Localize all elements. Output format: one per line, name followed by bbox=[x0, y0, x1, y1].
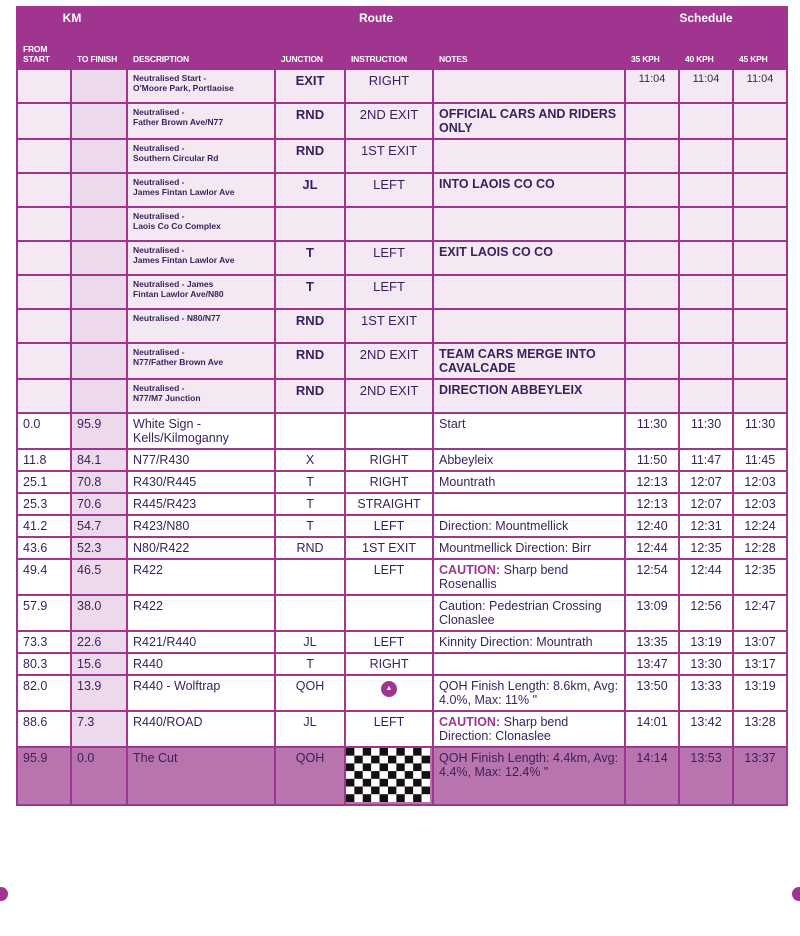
time-40-cell bbox=[679, 207, 733, 241]
time-45-cell: 12:24 bbox=[733, 515, 787, 537]
description-line-1: Neutralised - N80/N77 bbox=[133, 313, 221, 323]
description-cell bbox=[127, 309, 275, 343]
neutralised-row bbox=[17, 139, 787, 173]
to-finish-cell bbox=[71, 379, 127, 413]
instruction-cell: LEFT bbox=[345, 173, 433, 207]
finish-row bbox=[17, 747, 787, 805]
time-35-cell: 12:54 bbox=[625, 559, 679, 595]
junction-cell: RND bbox=[275, 537, 345, 559]
from-start-cell: 49.4 bbox=[17, 559, 71, 595]
from-start-cell: 57.9 bbox=[17, 595, 71, 631]
notes-text: Kinnity Direction: Mountrath bbox=[439, 635, 593, 649]
time-40-cell: 12:44 bbox=[679, 559, 733, 595]
neutralised-row bbox=[17, 275, 787, 309]
time-45-cell: 13:19 bbox=[733, 675, 787, 711]
to-finish-cell: 84.1 bbox=[71, 449, 127, 471]
speed-40-header: 40 KPH bbox=[679, 29, 733, 69]
instruction-header: INSTRUCTION bbox=[345, 29, 433, 69]
instruction-cell: LEFT bbox=[345, 559, 433, 595]
junction-cell: T bbox=[275, 275, 345, 309]
to-finish-cell: 95.9 bbox=[71, 413, 127, 449]
time-40-cell: 13:19 bbox=[679, 631, 733, 653]
instruction-cell bbox=[345, 207, 433, 241]
from-start-cell bbox=[17, 103, 71, 139]
junction-cell: RND bbox=[275, 379, 345, 413]
to-finish-cell bbox=[71, 69, 127, 103]
description-cell: R423/N80 bbox=[127, 515, 275, 537]
time-35-cell: 14:01 bbox=[625, 711, 679, 747]
description-line-2: James Fintan Lawlor Ave bbox=[133, 187, 235, 197]
notes-cell bbox=[433, 711, 625, 747]
route-row bbox=[17, 537, 787, 559]
junction-cell: T bbox=[275, 493, 345, 515]
route-table-body bbox=[17, 69, 787, 805]
column-header-row bbox=[17, 29, 787, 69]
time-45-cell bbox=[733, 173, 787, 207]
time-45-cell bbox=[733, 103, 787, 139]
description-line-1: Neutralised - James bbox=[133, 279, 214, 289]
chequered-flag-icon bbox=[346, 748, 430, 802]
to-finish-cell: 54.7 bbox=[71, 515, 127, 537]
to-finish-cell bbox=[71, 275, 127, 309]
from-start-cell: 73.3 bbox=[17, 631, 71, 653]
to-finish-cell bbox=[71, 343, 127, 379]
time-45-cell: 11:45 bbox=[733, 449, 787, 471]
time-35-cell: 13:50 bbox=[625, 675, 679, 711]
to-finish-cell bbox=[71, 139, 127, 173]
schedule-group-header: Schedule bbox=[625, 7, 787, 29]
right-page-marker-icon bbox=[792, 887, 800, 901]
time-45-cell: 12:03 bbox=[733, 493, 787, 515]
time-45-cell: 12:03 bbox=[733, 471, 787, 493]
instruction-cell: LEFT bbox=[345, 631, 433, 653]
from-start-cell: 80.3 bbox=[17, 653, 71, 675]
time-45-cell: 13:17 bbox=[733, 653, 787, 675]
time-35-cell: 13:47 bbox=[625, 653, 679, 675]
notes-cell bbox=[433, 139, 625, 173]
time-40-cell: 12:07 bbox=[679, 471, 733, 493]
time-35-cell: 12:13 bbox=[625, 471, 679, 493]
description-cell bbox=[127, 241, 275, 275]
description-cell bbox=[127, 69, 275, 103]
from-start-cell bbox=[17, 173, 71, 207]
from-start-cell bbox=[17, 309, 71, 343]
time-40-cell: 11:47 bbox=[679, 449, 733, 471]
route-row bbox=[17, 559, 787, 595]
notes-cell: INTO LAOIS CO CO bbox=[433, 173, 625, 207]
kom-icon: ▲ bbox=[381, 681, 397, 697]
route-table-container bbox=[16, 6, 786, 806]
to-finish-cell: 46.5 bbox=[71, 559, 127, 595]
description-line-2: James Fintan Lawlor Ave bbox=[133, 255, 235, 265]
to-finish-cell bbox=[71, 309, 127, 343]
instruction-cell bbox=[345, 747, 433, 805]
instruction-cell: RIGHT bbox=[345, 69, 433, 103]
junction-header: JUNCTION bbox=[275, 29, 345, 69]
notes-header: NOTES bbox=[433, 29, 625, 69]
neutralised-row bbox=[17, 207, 787, 241]
description-line-1: Neutralised Start - bbox=[133, 73, 207, 83]
notes-text: Direction: Mountmellick bbox=[439, 519, 569, 533]
junction-cell: JL bbox=[275, 173, 345, 207]
time-40-cell: 12:35 bbox=[679, 537, 733, 559]
speed-45-header: 45 KPH bbox=[733, 29, 787, 69]
neutralised-row bbox=[17, 379, 787, 413]
route-row bbox=[17, 631, 787, 653]
description-line-1: Neutralised - bbox=[133, 383, 185, 393]
from-start-cell bbox=[17, 275, 71, 309]
to-finish-cell: 13.9 bbox=[71, 675, 127, 711]
time-35-cell: 12:13 bbox=[625, 493, 679, 515]
instruction-cell: 1ST EXIT bbox=[345, 139, 433, 173]
notes-cell: QOH Finish Length: 4.4km, Avg: 4.4%, Max: 12.4% " bbox=[433, 747, 625, 805]
route-row bbox=[17, 675, 787, 711]
neutralised-row bbox=[17, 173, 787, 207]
notes-cell bbox=[433, 653, 625, 675]
time-35-cell bbox=[625, 241, 679, 275]
notes-text: Mountmellick Direction: Birr bbox=[439, 541, 592, 555]
to-finish-cell bbox=[71, 173, 127, 207]
route-row bbox=[17, 471, 787, 493]
notes-text: Caution: Pedestrian Crossing Clonaslee bbox=[439, 599, 602, 627]
time-35-cell bbox=[625, 309, 679, 343]
from-start-cell: 41.2 bbox=[17, 515, 71, 537]
notes-text: Sharp bend Rosenallis bbox=[439, 563, 569, 591]
from-start-cell bbox=[17, 207, 71, 241]
route-row bbox=[17, 413, 787, 449]
time-45-cell: 12:47 bbox=[733, 595, 787, 631]
from-start-cell bbox=[17, 379, 71, 413]
notes-cell bbox=[433, 493, 625, 515]
instruction-cell bbox=[345, 413, 433, 449]
from-start-cell: 11.8 bbox=[17, 449, 71, 471]
description-cell: The Cut bbox=[127, 747, 275, 805]
notes-text: Sharp bend Direction: Clonaslee bbox=[439, 715, 569, 743]
time-35-cell: 13:09 bbox=[625, 595, 679, 631]
to-finish-cell: 38.0 bbox=[71, 595, 127, 631]
route-group-header: Route bbox=[127, 7, 625, 29]
time-40-cell bbox=[679, 309, 733, 343]
junction-cell: T bbox=[275, 241, 345, 275]
to-finish-header: TO FINISH bbox=[71, 29, 127, 69]
description-line-2: N77/Father Brown Ave bbox=[133, 357, 224, 367]
notes-cell bbox=[433, 449, 625, 471]
description-cell bbox=[127, 173, 275, 207]
junction-cell: X bbox=[275, 449, 345, 471]
instruction-cell: 2ND EXIT bbox=[345, 379, 433, 413]
instruction-cell: 2ND EXIT bbox=[345, 103, 433, 139]
instruction-cell: 1ST EXIT bbox=[345, 309, 433, 343]
notes-cell bbox=[433, 675, 625, 711]
from-start-cell bbox=[17, 343, 71, 379]
notes-text: Start bbox=[439, 417, 466, 431]
to-finish-cell: 70.6 bbox=[71, 493, 127, 515]
description-cell: R440 - Wolftrap bbox=[127, 675, 275, 711]
description-cell: White Sign - Kells/Kilmoganny bbox=[127, 413, 275, 449]
time-40-cell: 11:04 bbox=[679, 69, 733, 103]
description-cell: N80/R422 bbox=[127, 537, 275, 559]
instruction-cell: LEFT bbox=[345, 711, 433, 747]
notes-text: Mountrath bbox=[439, 475, 496, 489]
junction-cell: T bbox=[275, 653, 345, 675]
notes-cell bbox=[433, 309, 625, 343]
from-start-cell bbox=[17, 139, 71, 173]
time-35-cell bbox=[625, 207, 679, 241]
left-page-marker-icon bbox=[0, 887, 8, 901]
route-row bbox=[17, 711, 787, 747]
caution-label: CAUTION: bbox=[439, 715, 501, 729]
time-45-cell bbox=[733, 241, 787, 275]
from-start-cell: 25.1 bbox=[17, 471, 71, 493]
to-finish-cell bbox=[71, 103, 127, 139]
description-line-2: N77/M7 Junction bbox=[133, 393, 201, 403]
time-40-cell: 12:07 bbox=[679, 493, 733, 515]
notes-cell: OFFICIAL CARS AND RIDERS ONLY bbox=[433, 103, 625, 139]
description-line-1: Neutralised - bbox=[133, 245, 185, 255]
notes-cell bbox=[433, 595, 625, 631]
instruction-cell: RIGHT bbox=[345, 653, 433, 675]
route-row bbox=[17, 493, 787, 515]
time-35-cell: 12:40 bbox=[625, 515, 679, 537]
instruction-cell: LEFT bbox=[345, 515, 433, 537]
description-line-1: Neutralised - bbox=[133, 107, 185, 117]
to-finish-cell bbox=[71, 241, 127, 275]
notes-text: QOH Finish Length: 8.6km, Avg: 4.0%, Max: 11% " bbox=[439, 679, 619, 707]
notes-cell bbox=[433, 413, 625, 449]
to-finish-cell bbox=[71, 207, 127, 241]
from-start-cell bbox=[17, 241, 71, 275]
time-45-cell bbox=[733, 275, 787, 309]
time-45-cell bbox=[733, 207, 787, 241]
time-45-cell: 11:04 bbox=[733, 69, 787, 103]
notes-cell bbox=[433, 559, 625, 595]
time-40-cell bbox=[679, 103, 733, 139]
time-40-cell bbox=[679, 275, 733, 309]
time-35-cell: 11:04 bbox=[625, 69, 679, 103]
description-cell: N77/R430 bbox=[127, 449, 275, 471]
time-35-cell bbox=[625, 275, 679, 309]
time-40-cell: 12:56 bbox=[679, 595, 733, 631]
junction-cell: QOH bbox=[275, 747, 345, 805]
junction-cell bbox=[275, 207, 345, 241]
junction-cell: T bbox=[275, 515, 345, 537]
notes-cell: TEAM CARS MERGE INTO CAVALCADE bbox=[433, 343, 625, 379]
description-line-1: Neutralised - bbox=[133, 177, 185, 187]
junction-cell: T bbox=[275, 471, 345, 493]
time-35-cell: 14:14 bbox=[625, 747, 679, 805]
instruction-cell: LEFT bbox=[345, 275, 433, 309]
time-40-cell bbox=[679, 139, 733, 173]
time-35-cell bbox=[625, 139, 679, 173]
time-45-cell bbox=[733, 379, 787, 413]
time-45-cell: 12:35 bbox=[733, 559, 787, 595]
neutralised-row bbox=[17, 103, 787, 139]
time-35-cell bbox=[625, 343, 679, 379]
junction-cell: RND bbox=[275, 139, 345, 173]
route-row bbox=[17, 515, 787, 537]
neutralised-row bbox=[17, 343, 787, 379]
description-cell bbox=[127, 139, 275, 173]
junction-cell: QOH bbox=[275, 675, 345, 711]
time-35-cell bbox=[625, 379, 679, 413]
notes-cell: DIRECTION ABBEYLEIX bbox=[433, 379, 625, 413]
km-group-header: KM bbox=[17, 7, 127, 29]
route-schedule-table bbox=[16, 6, 788, 806]
neutralised-row bbox=[17, 69, 787, 103]
time-40-cell: 13:53 bbox=[679, 747, 733, 805]
time-35-cell: 13:35 bbox=[625, 631, 679, 653]
from-start-cell: 43.6 bbox=[17, 537, 71, 559]
instruction-cell bbox=[345, 595, 433, 631]
time-45-cell: 13:28 bbox=[733, 711, 787, 747]
instruction-cell: 1ST EXIT bbox=[345, 537, 433, 559]
instruction-cell: 2ND EXIT bbox=[345, 343, 433, 379]
caution-label: CAUTION: bbox=[439, 563, 501, 577]
neutralised-row bbox=[17, 309, 787, 343]
time-35-cell: 12:44 bbox=[625, 537, 679, 559]
from-start-cell bbox=[17, 69, 71, 103]
description-cell bbox=[127, 103, 275, 139]
description-cell: R445/R423 bbox=[127, 493, 275, 515]
notes-cell bbox=[433, 69, 625, 103]
notes-text: Abbeyleix bbox=[439, 453, 494, 467]
instruction-cell: STRAIGHT bbox=[345, 493, 433, 515]
notes-cell bbox=[433, 207, 625, 241]
to-finish-cell: 52.3 bbox=[71, 537, 127, 559]
description-line-1: Neutralised - bbox=[133, 211, 185, 221]
from-start-cell: 82.0 bbox=[17, 675, 71, 711]
junction-cell bbox=[275, 559, 345, 595]
description-cell: R422 bbox=[127, 559, 275, 595]
time-40-cell: 11:30 bbox=[679, 413, 733, 449]
from-start-header: FROM START bbox=[17, 29, 71, 69]
notes-cell bbox=[433, 471, 625, 493]
to-finish-cell: 0.0 bbox=[71, 747, 127, 805]
description-line-1: Neutralised - bbox=[133, 143, 185, 153]
description-line-2: O'Moore Park, Portlaoise bbox=[133, 83, 234, 93]
speed-35-header: 35 KPH bbox=[625, 29, 679, 69]
description-header: DESCRIPTION bbox=[127, 29, 275, 69]
description-line-1: Neutralised - bbox=[133, 347, 185, 357]
time-35-cell bbox=[625, 173, 679, 207]
junction-cell bbox=[275, 413, 345, 449]
time-40-cell bbox=[679, 173, 733, 207]
description-cell: R421/R440 bbox=[127, 631, 275, 653]
time-40-cell: 12:31 bbox=[679, 515, 733, 537]
time-40-cell bbox=[679, 379, 733, 413]
junction-cell: RND bbox=[275, 103, 345, 139]
time-45-cell bbox=[733, 309, 787, 343]
description-cell bbox=[127, 343, 275, 379]
time-40-cell bbox=[679, 343, 733, 379]
time-45-cell: 11:30 bbox=[733, 413, 787, 449]
description-line-2: Father Brown Ave/N77 bbox=[133, 117, 224, 127]
from-start-cell: 25.3 bbox=[17, 493, 71, 515]
description-cell: R430/R445 bbox=[127, 471, 275, 493]
junction-cell: RND bbox=[275, 343, 345, 379]
description-line-2: Fintan Lawlor Ave/N80 bbox=[133, 289, 224, 299]
time-45-cell bbox=[733, 343, 787, 379]
to-finish-cell: 70.8 bbox=[71, 471, 127, 493]
time-40-cell: 13:42 bbox=[679, 711, 733, 747]
notes-cell bbox=[433, 275, 625, 309]
instruction-cell bbox=[345, 675, 433, 711]
time-35-cell: 11:30 bbox=[625, 413, 679, 449]
notes-cell bbox=[433, 515, 625, 537]
junction-cell: JL bbox=[275, 711, 345, 747]
instruction-cell: RIGHT bbox=[345, 471, 433, 493]
description-cell: R440 bbox=[127, 653, 275, 675]
description-line-2: Southern Circular Rd bbox=[133, 153, 219, 163]
time-40-cell: 13:30 bbox=[679, 653, 733, 675]
from-start-cell: 0.0 bbox=[17, 413, 71, 449]
junction-cell bbox=[275, 595, 345, 631]
junction-cell: RND bbox=[275, 309, 345, 343]
description-cell bbox=[127, 207, 275, 241]
instruction-cell: RIGHT bbox=[345, 449, 433, 471]
time-45-cell: 12:28 bbox=[733, 537, 787, 559]
route-row bbox=[17, 595, 787, 631]
to-finish-cell: 22.6 bbox=[71, 631, 127, 653]
notes-cell bbox=[433, 537, 625, 559]
time-45-cell: 13:07 bbox=[733, 631, 787, 653]
route-row bbox=[17, 653, 787, 675]
junction-cell: JL bbox=[275, 631, 345, 653]
notes-cell: EXIT LAOIS CO CO bbox=[433, 241, 625, 275]
time-40-cell bbox=[679, 241, 733, 275]
instruction-cell: LEFT bbox=[345, 241, 433, 275]
description-line-2: Laois Co Co Complex bbox=[133, 221, 221, 231]
to-finish-cell: 15.6 bbox=[71, 653, 127, 675]
time-35-cell: 11:50 bbox=[625, 449, 679, 471]
to-finish-cell: 7.3 bbox=[71, 711, 127, 747]
from-start-cell: 95.9 bbox=[17, 747, 71, 805]
description-cell: R440/ROAD bbox=[127, 711, 275, 747]
route-row bbox=[17, 449, 787, 471]
time-45-cell bbox=[733, 139, 787, 173]
notes-cell bbox=[433, 631, 625, 653]
time-40-cell: 13:33 bbox=[679, 675, 733, 711]
time-35-cell bbox=[625, 103, 679, 139]
time-45-cell: 13:37 bbox=[733, 747, 787, 805]
description-cell: R422 bbox=[127, 595, 275, 631]
from-start-cell: 88.6 bbox=[17, 711, 71, 747]
junction-cell: EXIT bbox=[275, 69, 345, 103]
description-cell bbox=[127, 275, 275, 309]
group-header-row bbox=[17, 7, 787, 29]
neutralised-row bbox=[17, 241, 787, 275]
description-cell bbox=[127, 379, 275, 413]
